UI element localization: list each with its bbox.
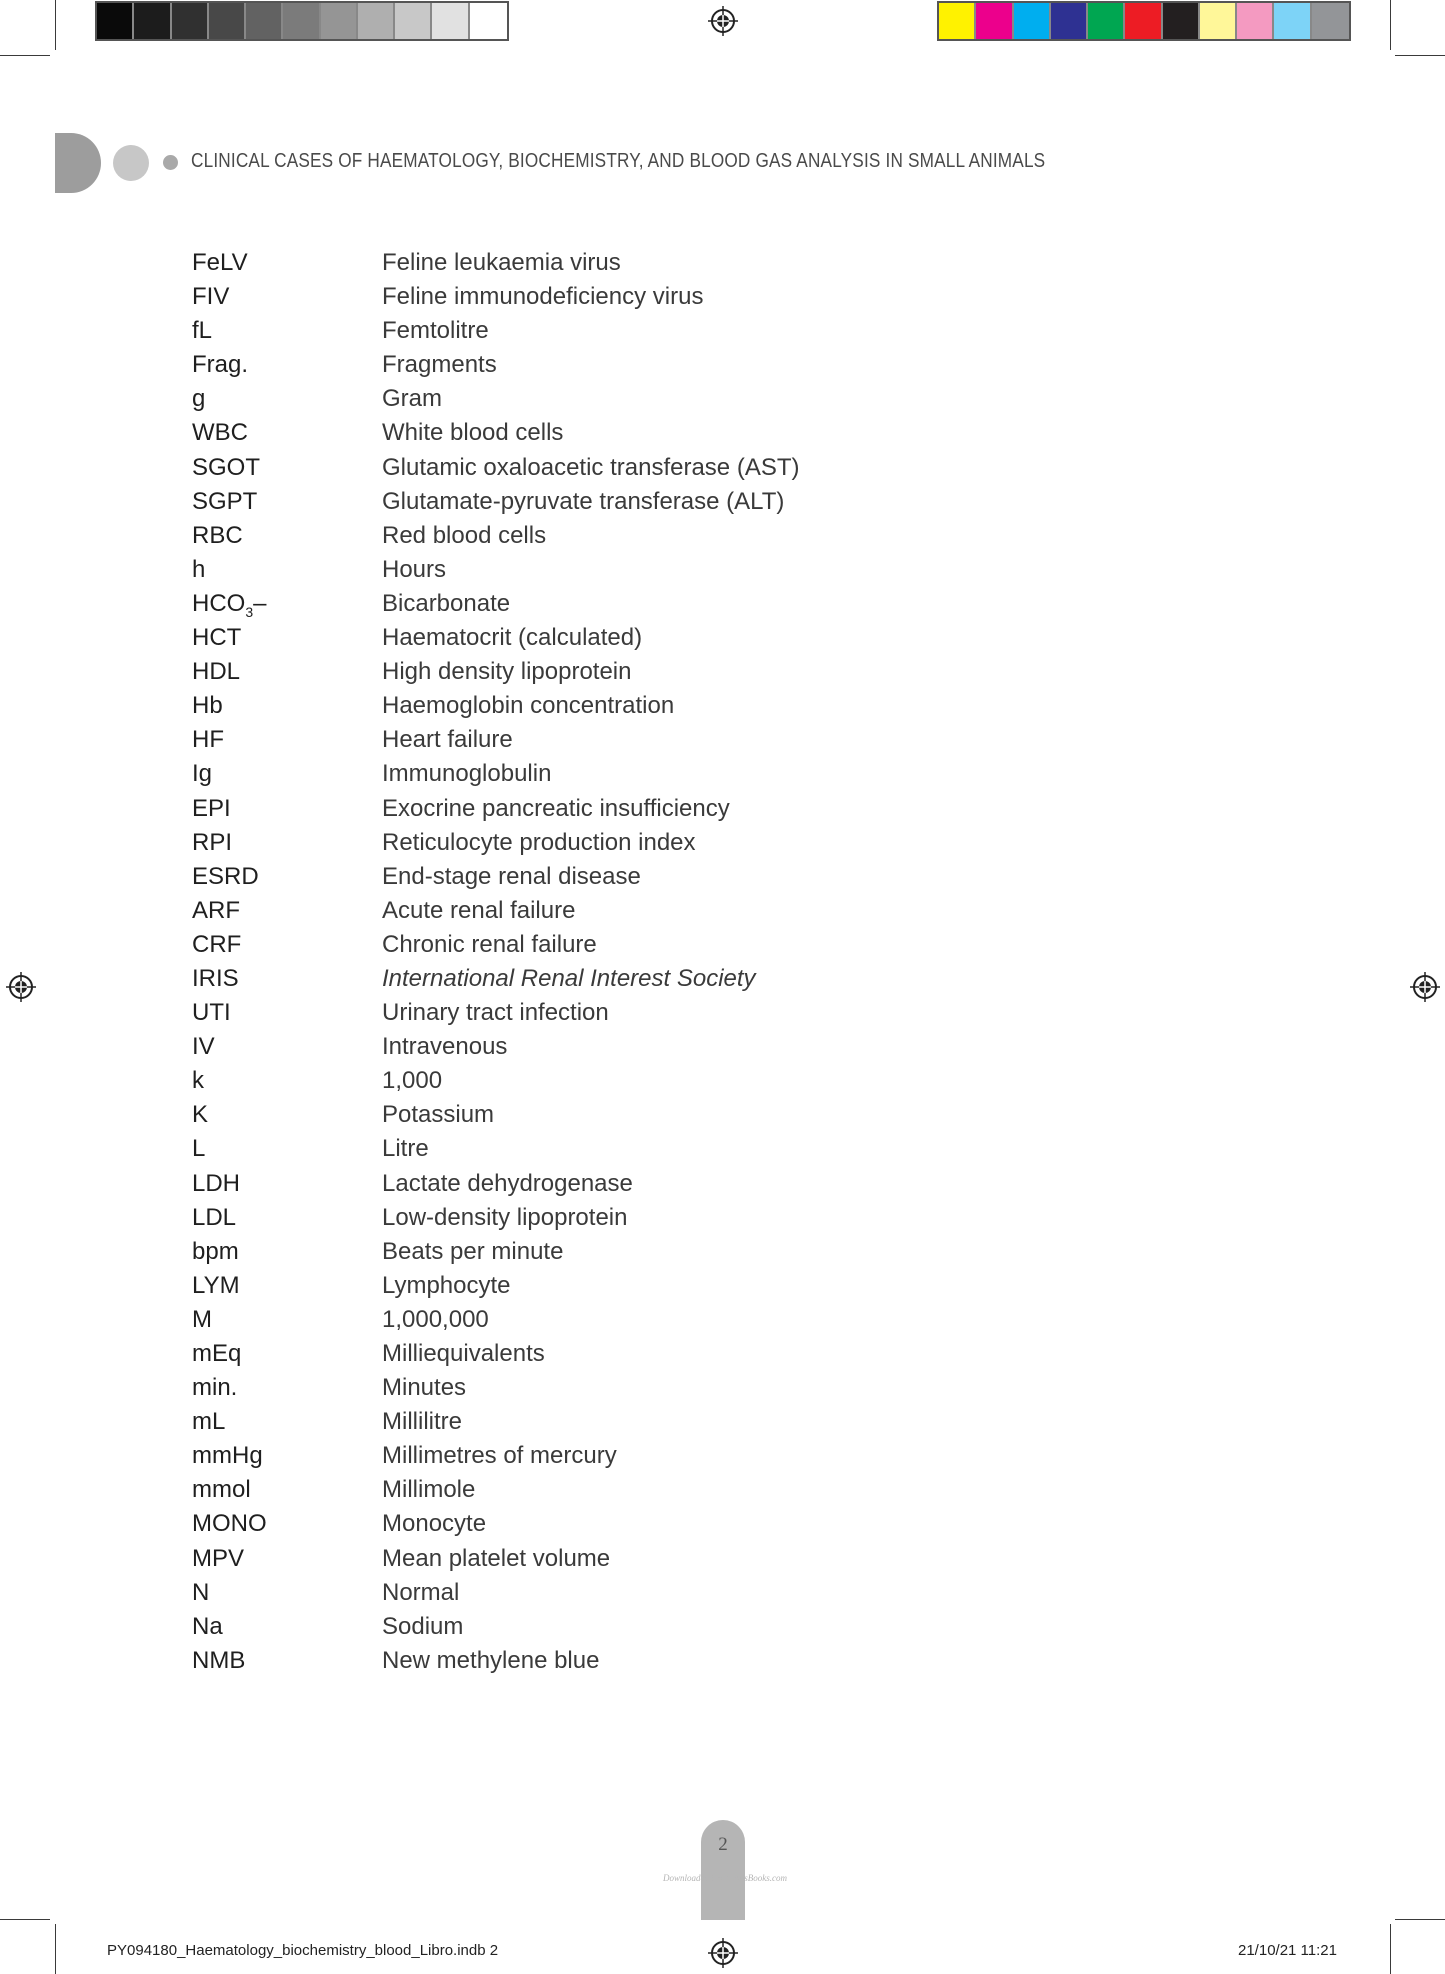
abbreviation-term: N xyxy=(192,1578,210,1606)
page-number: 2 xyxy=(718,1834,728,1855)
abbreviation-term: Hb xyxy=(192,692,223,720)
grayscale-calibration-bar xyxy=(95,1,509,41)
header-dot-decoration xyxy=(113,145,149,181)
crop-mark xyxy=(1395,1919,1445,1920)
abbreviation-row xyxy=(192,723,1092,757)
color-swatch xyxy=(1088,3,1125,39)
abbreviation-row xyxy=(192,1167,1092,1201)
gray-swatch xyxy=(134,3,171,39)
abbreviation-row xyxy=(192,1337,1092,1371)
abbreviation-row xyxy=(192,655,1092,689)
color-swatch xyxy=(976,3,1013,39)
abbreviation-row xyxy=(192,757,1092,791)
abbreviation-row xyxy=(192,451,1092,485)
color-calibration-bar xyxy=(937,1,1351,41)
abbreviation-term: EPI xyxy=(192,794,231,822)
abbreviation-term: mmol xyxy=(192,1476,251,1504)
abbreviation-row xyxy=(192,962,1092,996)
abbreviation-term: WBC xyxy=(192,419,248,447)
abbreviation-definition: Feline immunodeficiency virus xyxy=(382,283,704,311)
abbreviation-term: RPI xyxy=(192,828,233,856)
abbreviation-term: HCT xyxy=(192,624,242,652)
abbreviation-definition: High density lipoprotein xyxy=(382,658,632,686)
gray-swatch xyxy=(246,3,283,39)
abbreviation-definition: Millilitre xyxy=(382,1408,462,1436)
abbreviation-term: CRF xyxy=(192,930,242,958)
abbreviation-definition: Potassium xyxy=(382,1101,495,1129)
abbreviation-term: HDL xyxy=(192,658,241,686)
abbreviation-term: LDH xyxy=(192,1169,241,1197)
abbreviation-row xyxy=(192,1269,1092,1303)
color-swatch xyxy=(1200,3,1237,39)
abbreviation-term: min. xyxy=(192,1374,238,1402)
slug-date: 21/10/21 11:21 xyxy=(1238,1942,1337,1959)
color-swatch xyxy=(939,3,976,39)
abbreviation-definition: Low-density lipoprotein xyxy=(382,1203,628,1231)
crop-mark xyxy=(1390,1924,1391,1974)
abbreviation-definition: Monocyte xyxy=(382,1510,487,1538)
abbreviation-definition: Heart failure xyxy=(382,726,513,754)
color-swatch xyxy=(1274,3,1311,39)
gray-swatch xyxy=(321,3,358,39)
slug-filename: PY094180_Haematology_biochemistry_blood_Libro.indb 2 xyxy=(107,1942,499,1959)
crop-mark xyxy=(1395,55,1445,56)
abbreviation-row xyxy=(192,928,1092,962)
abbreviation-definition: Bicarbonate xyxy=(382,589,511,617)
abbreviation-definition: Normal xyxy=(382,1578,460,1606)
color-swatch xyxy=(1237,3,1274,39)
abbreviation-term: FIV xyxy=(192,283,230,311)
abbreviation-definition: White blood cells xyxy=(382,419,564,447)
page-number-tab xyxy=(701,1820,745,1920)
abbreviation-term: FeLV xyxy=(192,249,248,276)
abbreviation-row xyxy=(192,1235,1092,1269)
abbreviation-term: UTI xyxy=(192,999,231,1027)
abbreviation-row xyxy=(192,1201,1092,1235)
abbreviation-row xyxy=(192,689,1092,723)
gray-swatch xyxy=(172,3,209,39)
abbreviation-term: K xyxy=(192,1101,209,1129)
crop-mark xyxy=(0,55,50,56)
registration-mark-icon xyxy=(1410,972,1440,1002)
abbreviations-list xyxy=(192,246,1092,1678)
abbreviation-term: k xyxy=(192,1067,204,1095)
abbreviation-row xyxy=(192,280,1092,314)
abbreviation-definition: Minutes xyxy=(382,1374,467,1402)
abbreviation-row xyxy=(192,587,1092,621)
abbreviation-term: SGPT xyxy=(192,487,258,515)
abbreviation-definition: 1,000,000 xyxy=(382,1305,489,1333)
abbreviation-term: LYM xyxy=(192,1271,240,1299)
abbreviation-definition: Gram xyxy=(382,385,442,413)
abbreviation-definition: Millimetres of mercury xyxy=(382,1442,617,1470)
abbreviation-row xyxy=(192,1542,1092,1576)
abbreviation-term: MONO xyxy=(192,1510,267,1538)
abbreviation-term: LDL xyxy=(192,1203,237,1231)
abbreviation-row xyxy=(192,314,1092,348)
abbreviation-definition: Urinary tract infection xyxy=(382,999,609,1027)
gray-swatch xyxy=(470,3,507,39)
abbreviation-term: mmHg xyxy=(192,1442,263,1470)
running-header: CLINICAL CASES OF HAEMATOLOGY, BIOCHEMISTRY, AND BLOOD GAS ANALYSIS IN SMALL ANIMALS xyxy=(191,150,1046,172)
abbreviation-row xyxy=(192,1371,1092,1405)
abbreviation-definition: 1,000 xyxy=(382,1067,443,1095)
abbreviation-definition: New methylene blue xyxy=(382,1646,600,1674)
abbreviation-definition: Haematocrit (calculated) xyxy=(382,624,643,652)
abbreviation-row xyxy=(192,1132,1092,1166)
abbreviation-definition: Mean platelet volume xyxy=(382,1544,611,1572)
abbreviation-term: IV xyxy=(192,1033,215,1061)
header-half-circle-decoration xyxy=(55,133,101,193)
abbreviation-term: h xyxy=(192,555,206,583)
abbreviation-row xyxy=(192,553,1092,587)
gray-swatch xyxy=(358,3,395,39)
abbreviation-definition: Sodium xyxy=(382,1612,464,1640)
abbreviation-definition: Millimole xyxy=(382,1476,476,1504)
abbreviation-term: $HCO_3-$ xyxy=(192,589,267,620)
abbreviation-definition: Glutamic oxaloacetic transferase (AST) xyxy=(382,453,800,481)
color-swatch xyxy=(1014,3,1051,39)
color-swatch xyxy=(1312,3,1349,39)
abbreviation-term: MPV xyxy=(192,1544,245,1572)
abbreviation-row xyxy=(192,894,1092,928)
abbreviation-definition: Intravenous xyxy=(382,1033,508,1061)
registration-mark-icon xyxy=(6,972,36,1002)
abbreviation-term: RBC xyxy=(192,521,243,549)
abbreviation-term: SGOT xyxy=(192,453,261,481)
abbreviation-definition: Haemoglobin concentration xyxy=(382,692,675,720)
abbreviation-definition: Beats per minute xyxy=(382,1237,564,1265)
header-dot-decoration xyxy=(163,155,178,170)
color-swatch xyxy=(1163,3,1200,39)
abbreviation-definition: Hours xyxy=(382,555,447,583)
abbreviation-row xyxy=(192,1610,1092,1644)
abbreviation-definition: Lactate dehydrogenase xyxy=(382,1169,633,1197)
abbreviation-definition: Chronic renal failure xyxy=(382,930,597,958)
abbreviation-row xyxy=(192,1507,1092,1541)
abbreviation-row xyxy=(192,246,1092,280)
abbreviation-row xyxy=(192,1576,1092,1610)
abbreviation-row xyxy=(192,348,1092,382)
abbreviation-term: NMB xyxy=(192,1646,246,1674)
abbreviation-term: g xyxy=(192,385,206,413)
abbreviation-row xyxy=(192,382,1092,416)
abbreviation-definition: Milliequivalents xyxy=(382,1340,545,1367)
registration-mark-icon xyxy=(708,6,738,36)
abbreviation-row xyxy=(192,416,1092,450)
abbreviation-term: mL xyxy=(192,1408,226,1436)
abbreviation-definition: Red blood cells xyxy=(382,521,547,549)
abbreviation-term: fL xyxy=(192,317,213,345)
watermark: Downloaded From VetsBooks.com xyxy=(663,1873,787,1883)
crop-mark xyxy=(55,0,56,50)
abbreviation-row xyxy=(192,826,1092,860)
abbreviation-term: Ig xyxy=(192,760,213,788)
registration-mark-icon xyxy=(708,1938,738,1968)
gray-swatch xyxy=(209,3,246,39)
abbreviation-row xyxy=(192,1064,1092,1098)
abbreviation-row xyxy=(192,621,1092,655)
abbreviation-term: M xyxy=(192,1305,212,1333)
abbreviation-term: L xyxy=(192,1135,206,1163)
abbreviation-term: ARF xyxy=(192,896,240,924)
abbreviation-term: Na xyxy=(192,1612,223,1640)
gray-swatch xyxy=(432,3,469,39)
abbreviation-term: mEq xyxy=(192,1340,242,1367)
abbreviation-term: IRIS xyxy=(192,964,239,992)
abbreviation-row xyxy=(192,1439,1092,1473)
abbreviation-definition: Lymphocyte xyxy=(382,1271,511,1299)
gray-swatch xyxy=(395,3,432,39)
color-swatch xyxy=(1051,3,1088,39)
abbreviation-definition: Exocrine pancreatic insufficiency xyxy=(382,794,730,822)
abbreviation-row xyxy=(192,1405,1092,1439)
abbreviation-row xyxy=(192,519,1092,553)
abbreviation-row xyxy=(192,860,1092,894)
abbreviation-row xyxy=(192,485,1092,519)
abbreviation-row xyxy=(192,1030,1092,1064)
abbreviation-definition: Femtolitre xyxy=(382,317,489,345)
crop-mark xyxy=(1390,0,1391,50)
abbreviation-definition: Glutamate-pyruvate transferase (ALT) xyxy=(382,487,785,515)
crop-mark xyxy=(55,1924,56,1974)
color-swatch xyxy=(1125,3,1162,39)
abbreviation-row xyxy=(192,792,1092,826)
abbreviation-definition: Litre xyxy=(382,1135,429,1163)
abbreviation-definition: Reticulocyte production index xyxy=(382,828,696,856)
gray-swatch xyxy=(283,3,320,39)
abbreviation-term: HF xyxy=(192,726,224,754)
abbreviation-term: ESRD xyxy=(192,862,259,890)
abbreviation-row xyxy=(192,996,1092,1030)
abbreviation-row xyxy=(192,1098,1092,1132)
abbreviation-term: bpm xyxy=(192,1237,239,1265)
abbreviation-row xyxy=(192,1473,1092,1507)
abbreviation-definition: Feline leukaemia virus xyxy=(382,249,621,276)
abbreviation-definition: Acute renal failure xyxy=(382,896,576,924)
abbreviation-term: Frag. xyxy=(192,351,249,379)
gray-swatch xyxy=(97,3,134,39)
abbreviation-definition: Immunoglobulin xyxy=(382,760,552,788)
abbreviation-row xyxy=(192,1303,1092,1337)
abbreviation-definition: International Renal Interest Society xyxy=(382,964,756,992)
abbreviation-definition: End-stage renal disease xyxy=(382,862,641,890)
crop-mark xyxy=(0,1919,50,1920)
abbreviation-definition: Fragments xyxy=(382,351,497,379)
abbreviation-row xyxy=(192,1644,1092,1678)
